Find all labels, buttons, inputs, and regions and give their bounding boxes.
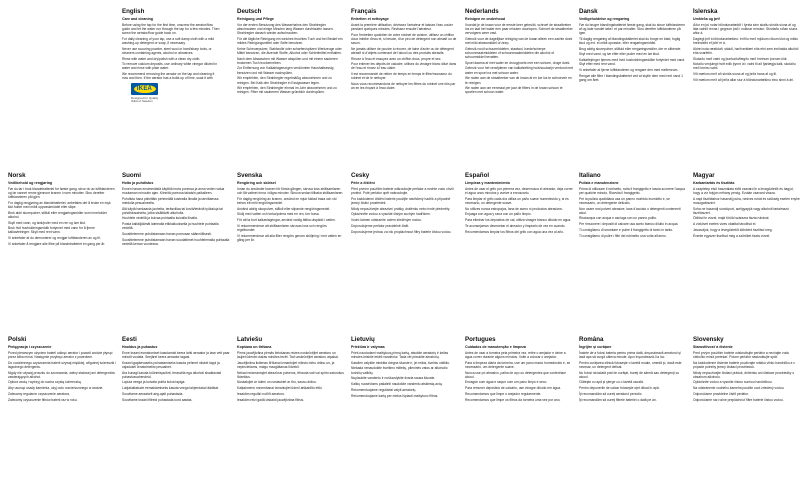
paragraph: Wir empfehlen, den Strahlregler regelmäßig abzunehmen und zu reinigen. Bei Kalk den Strahlregler in Essigwasser legen. xyxy=(237,76,332,85)
paragraph: Niekada nenaudokite šveitimo miltelių, plieninės vatos ar alkoholio turinčių valiklių. xyxy=(351,366,448,375)
paragraph: Voordat je de kraan voor de eerste keer gebruikt, schroef de straalbreker los en laat het water een paar minuten doorlopen. Schroef de straalbreker vervolgens weer vast. xyxy=(465,22,573,36)
section-subtitle: Îngrijire şi curăţare xyxy=(579,345,612,349)
paragraph: Við mælum með að þrífa allar síur á blöndunartækinu einu sinni á ári. xyxy=(693,77,794,82)
section-francais xyxy=(351,8,459,158)
paragraph: Ennen hanan ensimmäistä käyttöä irrota poreosa ja anna veden valua muutaman minuutin ajan. Kiinnitä poreosa takaisin paikalleen. xyxy=(122,186,225,195)
section-subtitle: Rengöring och skötsel xyxy=(237,181,276,185)
section-slovensky xyxy=(693,336,801,482)
paragraph: Áður en þú notar blöndunartækið í fyrsta sinn skaltu skrúfa síuna af og láta vatnið renna í gegnum það í nokkrar mínútur. Skrúfaðu síðan síuna aftur á. xyxy=(693,22,798,36)
paragraph: Aldrei nota ræstiduft, stálull, harðverkfæri eða efni sem innihalda alkóhól eða svarfefni. xyxy=(693,46,799,55)
paragraph: Rinse with water and dry/polish with a clean dry cloth. xyxy=(122,56,201,61)
paragraph: For daily cleaning of your tap, use a soft damp cloth with a mild washing-up detergent or soap, if necessary. xyxy=(122,36,214,45)
paragraph: Vi anbefaler å rengjøre alle filtre på blandebatteriet én gang per år. xyxy=(8,241,106,246)
paragraph: A csaptelep első használata előtt csavard le a levegőztetőt és hagyd, hogy a víz folyjon néhány percig. Ezután csavard vissza. xyxy=(693,186,794,195)
paragraph: Ne jamais utiliser de poudre à récurer, de laine d'acier ou de détergent abrasif ni d'objets contenant de l'alcool ou des produits abrasifs. xyxy=(351,46,454,55)
paragraph: Spoel daarna af met water en droog/poets met een schone, droge doek. xyxy=(465,60,571,65)
paragraph: Risciacqua con acqua e asciuga con un panno pulito. xyxy=(579,216,657,221)
paragraph: Évente egyszer tisztítsd meg a szűrőket tiszta vízzel. xyxy=(693,233,771,238)
section-espanol xyxy=(465,172,573,322)
section-heading: Magyar xyxy=(693,172,715,179)
paragraph: Zur Entfernung von Kalkablagerungen verdünnten Haushaltsessig benutzen und mit Wasser nachspülen. xyxy=(237,66,334,75)
section-heading: Lietuvių xyxy=(351,336,375,343)
paragraph: Nikdy nepoužívajte čistiaci prášok, drôtenku ani čistiace prostriedky s obsahom alkoholu. xyxy=(693,370,794,379)
paragraph: Pour enlever les dépôts de calcaire, utilisez du vinaigre blanc dilué dans de l'eau et rincez à l'eau claire. xyxy=(351,62,457,71)
section-polski xyxy=(8,336,116,482)
paragraph: Aby usunąć osady kamienia, użyj octu rozcieńczonego w wodzie. xyxy=(8,386,104,391)
paragraph: Pentru curăţarea zilnică foloseşte o lavetă moale, umedă şi, dacă este necesar, un detergent delicat. xyxy=(579,360,682,369)
paragraph: Bruk hvit husholdningseddik fortynnet med vann for å fjerne kalkavleiringer. Skyll med rent vann. xyxy=(8,226,95,235)
paragraph: Pour l'entretien quotidien de votre robinet de cuisine, utilisez un chiffon doux imbibé d'eau et, si besoin, d'un peu de détergent non abrasif ou de savon. xyxy=(351,32,457,45)
paragraph: For daglig rengjøring av blandebatteriet, anbefales det å bruke en myk klut fuktet med mildt oppvaskmiddel eller såpe. xyxy=(8,200,111,209)
paragraph: Ti consigliamo di pulire i filtri del rubinetto una volta all'anno. xyxy=(579,233,667,238)
paragraph: Ära kunagi kasuta küürimispulbrit, terasvilla ega alkoholi sisaldavaid puhastusvahendeid. xyxy=(122,370,222,379)
section-suomi xyxy=(122,172,230,322)
paragraph: We recommend removing the aerator on the tap and cleaning it now and then. If the aerator has a build-up of lime, soak it with xyxy=(122,72,215,80)
paragraph: Opláchnite vodou a vysušte čistou suchou handričkou. xyxy=(693,380,773,385)
paragraph: Nach dem Abwaschen mit Wasser abspülen und mit einem sauberen trockenen Tuch trockenreiben. xyxy=(237,56,338,65)
section-heading: English xyxy=(122,8,145,15)
section-subtitle: Umhirða og þrif xyxy=(693,17,720,21)
section-deutsch xyxy=(237,8,345,158)
paragraph: Odporúčame pravidelne čistiť perlátor. xyxy=(693,391,749,396)
paragraph: Suosittelemme puhdistamaan hanan suodattimet huuhtelemalla puhtaalla vedellä kerran vuodessa. xyxy=(122,237,230,246)
section-heading: Italiano xyxy=(579,172,601,179)
paragraph: Nunca use pó abrasivo, palha de aço ou detergentes que contenham álcool. xyxy=(465,370,566,379)
paragraph: Skölj med vatten och torka/polera med en ren, torr trasa. xyxy=(237,212,320,217)
paragraph: Pentru depunerile de calcar foloseşte oţet diluat în apă. xyxy=(579,386,660,391)
paragraph: Per rimuovere i depositi di calcare usa aceto bianco diluito in acqua. xyxy=(579,222,679,227)
section-subtitle: Care and cleaning xyxy=(122,17,153,21)
section-heading: Româna xyxy=(579,336,604,343)
paragraph: Kaļķakmens noņemšanai izmantojiet ūdenī atšķaidītu etiķi. xyxy=(237,386,323,391)
section-heading: Nederlands xyxy=(465,8,499,15)
paragraph: Clăteşte cu apă şi şterge cu o lavetă uscată. xyxy=(579,380,644,385)
section-heading: Íslenska xyxy=(693,8,718,15)
section-islenska xyxy=(693,8,801,158)
section-heading: Dansk xyxy=(579,8,598,15)
section-heading: Suomi xyxy=(122,172,141,179)
paragraph: Skolaðu með vatni og þurrkaðu/fægðu með hreinum þurrum klút. xyxy=(693,56,788,61)
section-subtitle: Starostlivosť a čistenie xyxy=(693,345,733,349)
paragraph: Enxagúe com água e seque com um pano limpo e seco. xyxy=(465,380,548,385)
section-cesky xyxy=(351,172,459,322)
paragraph: Soha ne használj súrolóport, acélgyapjút vagy alkoholt tartalmazó tisztítószert. xyxy=(693,206,789,215)
paragraph: Zalecamy regularne czyszczenie aeratora. xyxy=(8,391,70,396)
paragraph: Non usare mai polveri abrasive, lana d'acciaio o detergenti contenenti alcol. xyxy=(579,206,681,215)
paragraph: Við mælum með að skrúfa síuna af og þrífa hana af og til. xyxy=(693,72,777,77)
paragraph: Wir empfehlen, den Strahlregler einmal im Jahr abzunehmen und zu reinigen. Filter mit sauberem Wasser gründlich durchspülen. xyxy=(237,86,337,95)
paragraph: Zalecamy czyszczenie filtrów baterii raz w roku. xyxy=(8,397,78,402)
paragraph: Soovitame aeraatorit aeg-ajalt puhastada. xyxy=(122,391,184,396)
paragraph: Før du bruger blandingsbatteriet første gang, skal du skrue luftblanderen af og lade vandet løbe i et par minutter. Skru derefter luftblanderen på igen. xyxy=(579,22,685,36)
paragraph: Doporučujeme perlátor pravidelně čistit. xyxy=(351,223,410,228)
paragraph: Kasdien valykite minkšta drėgna šluoste ir, jei reikia, švelniu valikliu. xyxy=(351,360,450,365)
section-heading: Česky xyxy=(351,172,370,179)
section-heading: Español xyxy=(465,172,490,179)
section-portugues xyxy=(465,336,573,482)
paragraph: Skyl med vand, og tør efter eller puder med en tør klud. xyxy=(579,52,660,57)
section-heading: Latviešu xyxy=(237,336,263,343)
paragraph: Never use scouring powder, steel wool or hard/sharp tools, or cleaners containing agents, alcohol or abrasives. xyxy=(122,46,212,55)
section-heading: Norsk xyxy=(8,172,26,179)
paragraph: Vi rekommenderar att strålsamlaren skruvas loss och rengörs regelbundet. xyxy=(237,223,327,232)
paragraph: Keine Scheuerpulver, Stahlwolle oder scharfen/spitzen Werkzeuge oder Mittel benutzen, die ätzende Stoffe, Alkohol oder Schleifmittel enthalten. xyxy=(237,46,342,55)
paragraph: Przed pierwszym użyciem baterii odkręć aerator i pozwól wodzie płynąć przez kilka minut. Następnie przykręć aerator z powrotem. xyxy=(8,350,113,359)
paragraph: Daglegt þrif á blöndunartækinu: Þrífðu með mjúkum rökum klút og mildu hreinsiefni ef þörf er á. xyxy=(693,36,798,45)
paragraph: Prieš naudodami maišytuvą pirmą kartą, atsukite aeratorių ir kelias minutes leiskite tekėti vandeniui. Tada vėl prisukite aeratorių. xyxy=(351,350,449,359)
section-romana xyxy=(579,336,687,482)
section-heading: Portugues xyxy=(465,336,496,343)
paragraph: Brug aldrig skurepulver, ståluld eller rengøringsmidler, der er slibende. xyxy=(579,46,682,51)
paragraph: Para a limpeza diária da torneira, use um pano macio humedecido e, se necessário, um detergente suave. xyxy=(465,360,571,369)
section-subtitle: Hoito ja puhdistus xyxy=(122,181,154,185)
section-subtitle: Cuidados de manutenção e limpeza xyxy=(465,345,526,349)
paragraph: Älä käytä hankaavia jauheita, teräsvillaa tai koviä/teräviä työkaluja tai puhdistusaineita, jotka sisältävät alkoholia. xyxy=(122,206,223,215)
paragraph: Javasoljuk, hogy a levegőztetőt időnként tisztítsd meg. xyxy=(693,227,773,232)
paragraph: Til daglig rengøring af blandingsbatteriet skal du bruge en blød, fugtig klud og evt. et mildt opvaske- eller rengøringsmiddel. xyxy=(579,36,681,45)
paragraph: Vor der ersten Benutzung des Wasserhahns den Strahlregler abschrauben und einige Minuten lang Wasser durchlaufen lassen. Strahlregler danach wieder aufschrauben. xyxy=(237,22,334,36)
paragraph: Para eliminar los depósitos de cal, utiliza vinagre blanco diluido en agua. xyxy=(465,218,572,223)
paragraph: Ti consigliamo di smontare e pulire il frangigetto di tanto in tanto. xyxy=(579,227,674,232)
paragraph: Il est recommandé de retirer de temps en temps le filtre/mousseur du robinet et de le nettoyer. xyxy=(351,72,452,81)
paragraph: Avant la première utilisation, dévissez l'aérateur et laissez l'eau couler pendant quelques minutes. Revissez ensuite l'aérateur. xyxy=(351,22,453,31)
paragraph: Gebruik voor de dagelijkse reiniging van de kraan alleen een zachte doek met mild afwasmiddel of zeep. xyxy=(465,36,573,45)
paragraph: No utilices nunca estropajos, lana de acero ni productos abrasivos. xyxy=(465,206,563,211)
paragraph: Gebruik nooit schuurmiddelen, staalwol, harde/scherpe schoonmaakmiddelen of schoonmaakmiddelen die alcohol of schuurmiddel bevatten. xyxy=(465,46,555,59)
section-dansk xyxy=(579,8,687,158)
section-heading: Français xyxy=(351,8,377,15)
paragraph: Loputa veega ja kuivata puhta kuiva lapiga. xyxy=(122,380,186,385)
paragraph: Nekad neizmantojiet abrazīvus pulverus, tērauda vati vai spirtu saturošus līdzekļus. xyxy=(237,370,344,379)
paragraph: Før du tar i bruk blandebatteriet for første gang, skrur du av luftblanderen og lar vannet renne gjennom kranen i noen minutter. Skru deretter luftblanderen på igjen. xyxy=(8,186,115,200)
section-heading: Slovensky xyxy=(693,336,724,343)
paragraph: Kraani igapäevaseks puhastamiseks kasuta pehmet niisket lappi ja vajadusel õrnatoimelist pesuainet. xyxy=(122,360,220,369)
section-heading: Svenska xyxy=(237,172,263,179)
paragraph: Do codziennego czyszczenia baterii używaj miękkiej, wilgotnej ściereczki i łagodnego detergentu. xyxy=(8,360,116,369)
paragraph: Recomendamos que limpe o arejador regularmente. xyxy=(465,391,542,396)
paragraph: För daglig rengöring av kranen, använd en mjuk fuktad trasa och vid behov ett milt rengöringsmedel. xyxy=(237,196,337,205)
paragraph: Before using the tap for the first time, unscrew the aerator/flow guide and let the water run through the tap for a few minutes. Then screw the aerator/flow guide back on. xyxy=(122,22,220,36)
paragraph: Nikdy nepoužívejte abrazivní prášky, drátěnku nebo tvrdé předměty. xyxy=(351,206,451,211)
paragraph: Nuplaukite vandeniu ir nušluostykite švaria sausa šluoste. xyxy=(351,376,436,381)
paragraph: Para limpiar el grifo cada día utiliza un paño suave humedecido y, si es necesario, un detergente suave. xyxy=(465,196,569,205)
paragraph: Opláchněte vodou a vysušte čistým suchým hadříkem. xyxy=(351,212,431,217)
section-heading: Eesti xyxy=(122,336,137,343)
section-lietuviu xyxy=(351,336,459,482)
section-subtitle: Karbantartás és tisztítás xyxy=(693,181,735,185)
paragraph: Na každodenné čistenie batérie používajte mäkkú vlhkú handričku a v prípade potreby jemný čistiaci prostriedok. xyxy=(693,360,795,369)
paragraph: Vi anbefaler at du demonterer og rengjør luftblanderen av og til. xyxy=(8,236,101,241)
paragraph: Nigdy nie używaj proszku do szorowania, wełny stalowej ani detergentów zawierających alkohol. xyxy=(8,370,115,379)
paragraph: Odporúčame raz ročne prepláchnuť filtre batérie čistou vodou. xyxy=(693,397,784,402)
paragraph: Notaðu venjulegt hvítt edik þynnt út í vatni til að fjarlægja kalk, skolaðu með hreinu vatni. xyxy=(693,62,796,71)
paragraph: Noskalojiet ar ūdeni un noslaukiet ar tīru, sausu drānu. xyxy=(237,380,317,385)
paragraph: Vi anbefaler at fjerne luftblanderen og rengøre den med mellemrum. xyxy=(579,68,679,73)
paragraph: Îţi recomandăm să cureţi filtrele bateriei o dată pe an. xyxy=(579,397,657,402)
paragraph: Doporučujeme jednou za rok propláchnout filtry baterie čistou vodou. xyxy=(351,229,452,234)
section-subtitle: Reinigung und Pflege xyxy=(237,17,274,21)
section-subtitle: Kopšana un tīrīšana xyxy=(237,345,272,349)
paragraph: Antes de usar a torneira pela primeira vez, retire o arejador e deixe a água correr durante alguns minutos. Volte a colocar o arejador. xyxy=(465,350,566,359)
paragraph: Rekomenduojame kartą per metus išplauti maišytuvo filtrus. xyxy=(351,393,439,398)
ikea-logo xyxy=(131,83,158,95)
paragraph: Nu folosi niciodată praf de curăţat, bureţi de sârmă sau detergenţi cu alcool. xyxy=(579,370,680,379)
section-eesti xyxy=(122,336,230,482)
paragraph: Använd aldrig skurpulver, stålull eller slipande rengöringsmedel. xyxy=(237,206,331,211)
section-subtitle: Pulizia e manutenzione xyxy=(579,181,619,185)
paragraph: Recomendamos limpiar los filtros del grifo con agua una vez al año. xyxy=(465,229,564,234)
paragraph: Innan du använder kranen för första gången, skruva loss strålsamlaren och låt vattnet rinna i några minuter. Skruva sedan tillbaka strålsamlaren. xyxy=(237,186,344,195)
paragraph: Iesakām regulāri notīrīt aeratoru. xyxy=(237,391,285,396)
paragraph: För att ta bort kalkavlagringar, använd vanlig ättika utspädd i vatten. xyxy=(237,218,336,223)
paragraph: Enne kraani esmakordset kasutamist keera lahti aeraator ja lase vett paar minutit voolata. Seejärel keera aeraator tagasi. xyxy=(122,350,230,359)
section-subtitle: Reinigen en onderhoud xyxy=(465,17,506,21)
paragraph: Für die tägliche Reinigung ein weiches feuchtes Tuch und bei Bedarf ein mildes Reinigungsmittel oder Seife benutzen. xyxy=(237,36,343,45)
section-subtitle: Entretien et nettoyage xyxy=(351,17,389,21)
paragraph: We raden aan de straalbreker van de kraan af en toe los te schroeven en te reinigen. xyxy=(465,76,572,85)
paragraph: Para remover depósitos de calcário, use vinagre diluído em água. xyxy=(465,386,562,391)
paragraph: To remove calcium deposits, use ordinary white vinegar diluted in water and rinse with plain water. xyxy=(122,62,218,71)
paragraph: Vi rekommenderar att alla filter rengörs genom sköljning i rent vatten en gång per år. xyxy=(237,233,342,242)
section-svenska xyxy=(237,172,345,322)
paragraph: Îţi recomandăm să cureţi aeratorul periodic. xyxy=(579,391,643,396)
section-subtitle: Limpieza y mantenimiento xyxy=(465,181,510,185)
paragraph: Iesakām reizi gadā izskalot jaucējkrāna filtrus. xyxy=(237,397,305,402)
paragraph: Rincez à l'eau et essuyez avec un chiffon doux, propre et sec. xyxy=(351,56,442,61)
paragraph: We raden aan om eenmaal per jaar de filters in de kraan schoon te spoelen met schoon water. xyxy=(465,86,563,95)
paragraph: Na odstránenie vodného kameňa použite ocot zriedený vodou. xyxy=(693,386,785,391)
paragraph: A vízkövet ecetes vizes oldattal távolítsd el. xyxy=(693,222,757,227)
section-heading: Deutsch xyxy=(237,8,262,15)
section-heading: Polski xyxy=(8,336,27,343)
section-subtitle: Hooldus ja puhastus xyxy=(122,345,158,349)
section-english xyxy=(122,8,220,80)
section-nederlands xyxy=(465,8,573,158)
paragraph: Lubjakatlakude eemaldamiseks kasuta veega lahjendatud äädikat. xyxy=(122,386,219,391)
paragraph: Před prvním použitím baterie odšroubujte perlátor a nechte vodu chvíli protéct. Poté perlátor opět našroubujte. xyxy=(351,186,454,195)
paragraph: Puhdista hana päivittäin pehmeällä kostealla liinalla ja tarvittaessa miedolla pesuaineella. xyxy=(122,196,219,205)
paragraph: Kalkių nuosėdoms pašalinti naudokite vandeniu atskiestą actą. xyxy=(351,382,443,387)
paragraph: Öblítsd le vízzel, majd töröld szárazra tiszta ruhával. xyxy=(693,216,770,221)
paragraph: Kalkaflejringer fjernes med hvid husholdningseddike fortyndet med vand. Skyl efter med rent vand. xyxy=(579,58,686,67)
paragraph: Opłucz wodą i wytrzyj do sucha czystą ściereczką. xyxy=(8,380,82,385)
brand-tagline: Designed for Quality IKEA of Sweden xyxy=(131,96,159,104)
paragraph: Jaucējkrāna ikdienas tīrīšanai izmantojiet mīkstu mitru drānu un, ja nepieciešams, maigu mazgāšanas līdzekli. xyxy=(237,360,335,369)
paragraph: Rengør alle filtre i blandingsbatteriet ved at skylle dem med rent vand 1 gang om året. xyxy=(579,73,683,82)
paragraph: Poista kalkkijäämät laimealla etikkaliuoksella ja huuhtele puhtaalla vedellä. xyxy=(122,222,219,231)
paragraph: Pirms jaucējkrāna pirmās lietošanas reizes noskrūvējiet aeratoru un ļaujiet ūdenim dažas minūtes tecēt. Tad uzskrūvējiet aeratoru atpakaļ. xyxy=(237,350,339,359)
section-subtitle: Vedlikehold og rengjøring xyxy=(8,181,53,185)
paragraph: Recomendamos que limpe os filtros da torneira uma vez por ano. xyxy=(465,397,561,402)
paragraph: A napi tisztításhoz használj puha, nedves ruhát és szükség esetén enyhe mosogatószert. xyxy=(693,196,800,205)
paragraph: Te aconsejamos desmontar el aireador y limpiarlo de vez en cuando. xyxy=(465,223,566,228)
paragraph: Rekomenduojame reguliariai valyti aeratorių. xyxy=(351,387,417,392)
paragraph: Enjuaga con agua y seca con un paño limpio. xyxy=(465,212,532,217)
section-magyar xyxy=(693,172,801,322)
paragraph: Skyll med vann, og tørk/polér med en ren og tørr klut. xyxy=(8,220,86,225)
paragraph: Gebruik voor het verwijderen van kalkafzetting huishoudazijn verdund met water en spoel na met schoon water. xyxy=(465,66,573,75)
paragraph: Înainte de a folosi bateria pentru prima dată, deşurubează aeratorul şi lasă apa să curgă câteva minute. Apoi înşurubează-l la loc. xyxy=(579,350,681,359)
section-latviesu xyxy=(237,336,345,482)
paragraph: Huuhtele vedellä ja kuivaa puhtaalla kuivalla liinalla. xyxy=(122,216,198,221)
section-subtitle: Pielęgnacja i czyszczenie xyxy=(8,345,52,349)
section-subtitle: Péče a čištění xyxy=(351,181,375,185)
section-subtitle: Vedligeholdelse og rengøring xyxy=(579,17,630,21)
paragraph: Per la pulizia quotidiana usa un panno morbido inumidito e, se necessario, un detergente delicato. xyxy=(579,196,670,205)
section-norsk xyxy=(8,172,116,322)
section-italiano xyxy=(579,172,687,322)
paragraph: Bruk aldri skurepulver, stålull eller rengjøringsmidler som inneholder alkohol. xyxy=(8,210,107,219)
paragraph: Pred prvým použitím batérie odskrutkujte perlátor a nechajte vodu niekoľko minút pretekať. Potom perlátor naskrutkujte späť. xyxy=(693,350,790,359)
paragraph: Pro každodenní čištění baterie použijte navlhčený hadřík a případně jemný čisticí prostředek. xyxy=(351,196,451,205)
paragraph: Prima di utilizzare il rubinetto, svita il frangigetto e lascia scorrere l'acqua per qualche minuto. Riavvita il frangigetto. xyxy=(579,186,685,195)
section-subtitle: Priežiūra ir valymas xyxy=(351,345,385,349)
paragraph: Nous vous recommandons de nettoyer les filtres du robinet une fois par an en les rinçant à l'eau claire. xyxy=(351,82,456,91)
paragraph: Antes de usar el grifo por primera vez, desenrosca el aireador, deja correr el agua unos minutos y vuelve a enroscarlo. xyxy=(465,186,573,195)
ikea-logo-oval: IKEA xyxy=(134,85,156,93)
paragraph: Soovitame kraani filtreid puhastada kord aastas. xyxy=(122,397,193,402)
paragraph: Vodní kámen odstraníte octem zředěným vodou. xyxy=(351,218,422,223)
paragraph: Suosittelemme puhdistamaan hanan poreosan säännöllisesti. xyxy=(122,232,212,237)
